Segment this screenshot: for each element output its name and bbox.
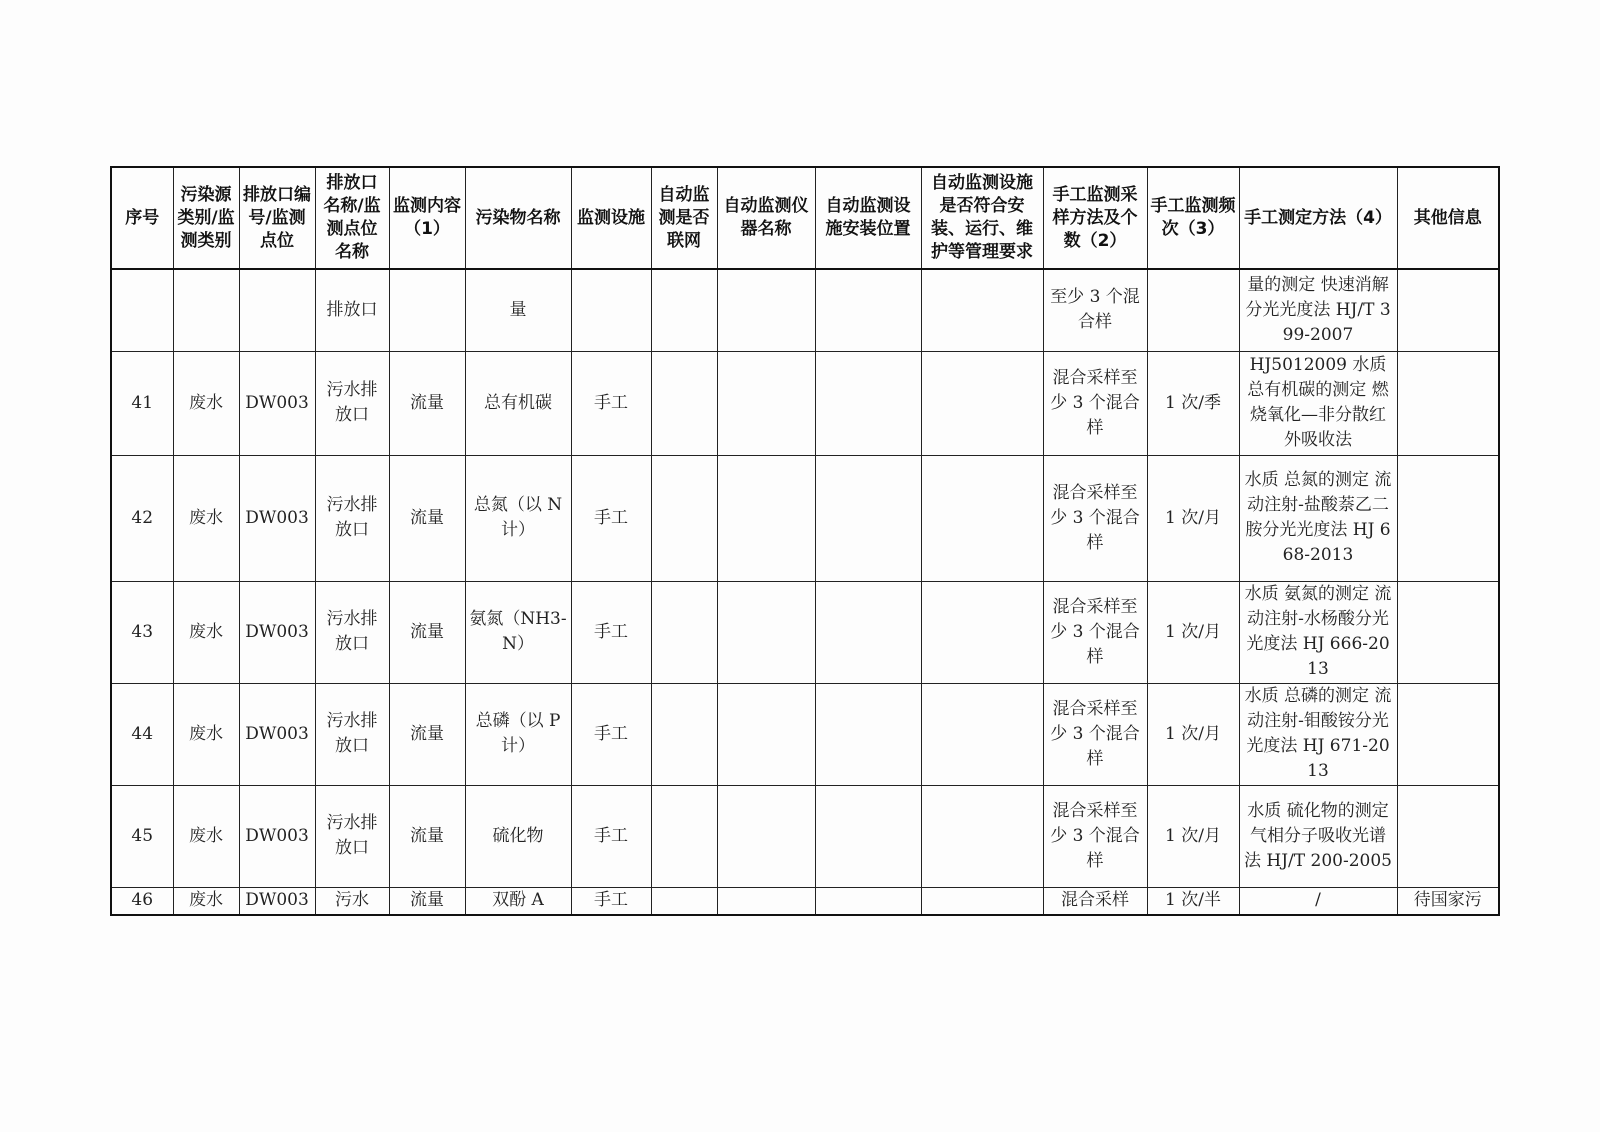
header-cell: 手工测定方法（4） (1239, 167, 1397, 269)
cell-method: 量的测定 快速消解分光光度法 HJ/T 399-2007 (1239, 269, 1397, 351)
header-cell: 排放口编号/监测点位 (239, 167, 315, 269)
cell-code: DW003 (239, 683, 315, 785)
cell-content: 流量 (389, 683, 465, 785)
cell-auto-pos (815, 887, 921, 915)
cell-frequency: 1 次/半 (1147, 887, 1239, 915)
cell-content: 流量 (389, 887, 465, 915)
cell-facility: 手工 (571, 785, 651, 887)
cell-code: DW003 (239, 455, 315, 581)
cell-auto-req (921, 455, 1043, 581)
cell-other (1397, 581, 1499, 683)
cell-category: 废水 (173, 455, 239, 581)
cell-auto-pos (815, 581, 921, 683)
cell-frequency: 1 次/月 (1147, 683, 1239, 785)
cell-no: 43 (111, 581, 173, 683)
cell-auto-name (717, 581, 815, 683)
table-row (111, 785, 1499, 887)
cell-auto-name (717, 887, 815, 915)
cell (717, 269, 815, 351)
cell-no: 46 (111, 887, 173, 915)
cell (921, 269, 1043, 351)
cell-code: DW003 (239, 351, 315, 455)
cell-outlet-name: 污水排放口 (315, 683, 389, 785)
cell-pollutant: 氨氮（NH3-N） (465, 581, 571, 683)
header-cell: 污染物名称 (465, 167, 571, 269)
cell (389, 269, 465, 351)
header-cell: 手工监测频次（3） (1147, 167, 1239, 269)
cell-other (1397, 785, 1499, 887)
cell-auto-req (921, 581, 1043, 683)
cell-auto-req (921, 785, 1043, 887)
header-cell: 自动监测设施安装位置 (815, 167, 921, 269)
cell-facility: 手工 (571, 455, 651, 581)
cell-content: 流量 (389, 455, 465, 581)
cell-other (1397, 683, 1499, 785)
cell (571, 269, 651, 351)
cell-facility: 手工 (571, 351, 651, 455)
cell-method: 水质 硫化物的测定 气相分子吸收光谱法 HJ/T 200-2005 (1239, 785, 1397, 887)
cell-method: 水质 总氮的测定 流动注射-盐酸萘乙二胺分光光度法 HJ 668-2013 (1239, 455, 1397, 581)
cell-auto-net (651, 581, 717, 683)
cell-auto-req (921, 887, 1043, 915)
cell-category: 废水 (173, 351, 239, 455)
cell-category: 废水 (173, 785, 239, 887)
cell-sampling: 混合采样至少 3 个混合样 (1043, 351, 1147, 455)
cell-category: 废水 (173, 581, 239, 683)
cell (111, 269, 173, 351)
cell (173, 269, 239, 351)
cell-frequency: 1 次/月 (1147, 785, 1239, 887)
cell-auto-net (651, 455, 717, 581)
cell-code: DW003 (239, 887, 315, 915)
cell (239, 269, 315, 351)
cell-auto-net (651, 887, 717, 915)
cell-outlet-name: 污水排放口 (315, 581, 389, 683)
cell-auto-pos (815, 683, 921, 785)
cell-auto-req (921, 683, 1043, 785)
cell-sampling: 混合采样至少 3 个混合样 (1043, 455, 1147, 581)
cell-content: 流量 (389, 581, 465, 683)
cell-pollutant: 总磷（以 P 计） (465, 683, 571, 785)
table-header-row (111, 167, 1499, 269)
header-cell: 序号 (111, 167, 173, 269)
cell-auto-name (717, 683, 815, 785)
cell-sampling: 混合采样至少 3 个混合样 (1043, 683, 1147, 785)
cell-code: DW003 (239, 581, 315, 683)
cell-auto-pos (815, 785, 921, 887)
cell-outlet-name: 污水 (315, 887, 389, 915)
table-row-continued (111, 269, 1499, 351)
cell-other (1397, 455, 1499, 581)
cell-method: / (1239, 887, 1397, 915)
cell-category: 废水 (173, 683, 239, 785)
cell-sampling: 混合采样 (1043, 887, 1147, 915)
table-body (111, 351, 1499, 915)
table-row (111, 683, 1499, 785)
header-cell: 其他信息 (1397, 167, 1499, 269)
cell-frequency: 1 次/月 (1147, 455, 1239, 581)
cell-facility: 手工 (571, 581, 651, 683)
cell-outlet-name: 污水排放口 (315, 785, 389, 887)
table-row (111, 581, 1499, 683)
cell-pollutant: 总氮（以 N 计） (465, 455, 571, 581)
header-cell: 监测内容（1） (389, 167, 465, 269)
header-cell: 排放口名称/监测点位名称 (315, 167, 389, 269)
header-cell: 监测设施 (571, 167, 651, 269)
cell-auto-req (921, 351, 1043, 455)
header-cell: 污染源类别/监测类别 (173, 167, 239, 269)
cell (651, 269, 717, 351)
cell-pollutant: 总有机碳 (465, 351, 571, 455)
cell-content: 流量 (389, 351, 465, 455)
cell-no: 44 (111, 683, 173, 785)
header-cell: 手工监测采样方法及个数（2） (1043, 167, 1147, 269)
cell-no: 45 (111, 785, 173, 887)
cell-auto-net (651, 683, 717, 785)
cell-auto-net (651, 785, 717, 887)
cell-auto-pos (815, 455, 921, 581)
cell-content: 流量 (389, 785, 465, 887)
table-row (111, 887, 1499, 915)
cell-auto-name (717, 455, 815, 581)
table-row (111, 351, 1499, 455)
header-cell: 自动监测仪器名称 (717, 167, 815, 269)
cell-category: 废水 (173, 887, 239, 915)
cell (1397, 269, 1499, 351)
cell-method: 水质 氨氮的测定 流动注射-水杨酸分光光度法 HJ 666-2013 (1239, 581, 1397, 683)
cell-method: HJ5012009 水质总有机碳的测定 燃烧氧化—非分散红外吸收法 (1239, 351, 1397, 455)
cell-sampling: 混合采样至少 3 个混合样 (1043, 785, 1147, 887)
cell-pollutant: 量 (465, 269, 571, 351)
cell-no: 42 (111, 455, 173, 581)
cell-outlet-name: 排放口 (315, 269, 389, 351)
cell-facility: 手工 (571, 683, 651, 785)
header-cell: 自动监测设施是否符合安装、运行、维护等管理要求 (921, 167, 1043, 269)
header-cell: 自动监测是否联网 (651, 167, 717, 269)
cell-pollutant: 硫化物 (465, 785, 571, 887)
cell-outlet-name: 污水排放口 (315, 455, 389, 581)
cell-sampling: 混合采样至少 3 个混合样 (1043, 581, 1147, 683)
table-row (111, 455, 1499, 581)
cell-frequency: 1 次/季 (1147, 351, 1239, 455)
cell-code: DW003 (239, 785, 315, 887)
cell-auto-net (651, 351, 717, 455)
cell-other: 待国家污 (1397, 887, 1499, 915)
cell-pollutant: 双酚 A (465, 887, 571, 915)
cell-frequency: 1 次/月 (1147, 581, 1239, 683)
cell-outlet-name: 污水排放口 (315, 351, 389, 455)
cell-sampling: 至少 3 个混合样 (1043, 269, 1147, 351)
cell-facility: 手工 (571, 887, 651, 915)
cell-auto-pos (815, 351, 921, 455)
cell-auto-name (717, 785, 815, 887)
cell (1147, 269, 1239, 351)
cell-auto-name (717, 351, 815, 455)
cell-method: 水质 总磷的测定 流动注射-钼酸铵分光光度法 HJ 671-2013 (1239, 683, 1397, 785)
cell-other (1397, 351, 1499, 455)
monitoring-table (110, 166, 1500, 916)
cell-no: 41 (111, 351, 173, 455)
cell (815, 269, 921, 351)
